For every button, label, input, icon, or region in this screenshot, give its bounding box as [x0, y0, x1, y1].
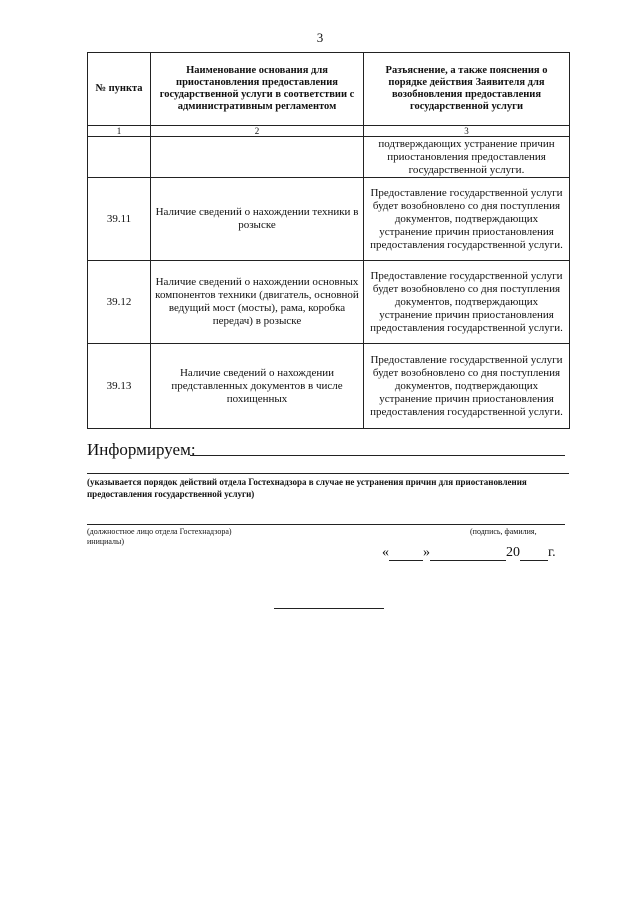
header-explanation: Разъяснение, а также пояснения о порядке действия Заявителя для возобновления предоставления государственной услуги: [364, 53, 570, 126]
date-year-suffix: г.: [548, 545, 556, 560]
table-row: [88, 178, 570, 261]
row-reason: [151, 137, 364, 178]
end-separator-line: [274, 608, 384, 609]
inform-field-line-2[interactable]: [87, 473, 569, 474]
row-reason: Наличие сведений о нахождении основных компонентов техники (двигатель, основной ведущий мост (мосты), рама, коробка передач) в розыске: [151, 261, 364, 344]
inform-label: Информируем:: [87, 440, 196, 459]
date-field: [382, 545, 572, 561]
date-open-quote: «: [382, 545, 389, 560]
signature-caption-initials: инициалы): [87, 537, 125, 546]
table-row: [88, 344, 570, 429]
table-row: [88, 261, 570, 344]
date-day-blank[interactable]: [389, 560, 423, 561]
page-number: 3: [316, 30, 324, 45]
row-number: 39.12: [88, 261, 151, 344]
column-number: 3: [364, 126, 570, 137]
signature-line[interactable]: [87, 524, 565, 525]
row-reason: Наличие сведений о нахождении представленных документов в числе похищенных: [151, 344, 364, 429]
column-number: 1: [88, 126, 151, 137]
row-number: [88, 137, 151, 178]
date-close-quote: »: [423, 545, 430, 560]
row-explanation: подтверждающих устранение причин приостановления предоставления государственной услуги.: [364, 137, 570, 178]
date-year-blank[interactable]: [520, 560, 548, 561]
date-year-prefix: 20: [506, 545, 520, 560]
row-number: 39.11: [88, 178, 151, 261]
header-reason: Наименование основания для приостановления предоставления государственной услуги в соответствии с административным регламентом: [151, 53, 364, 126]
row-explanation: Предоставление государственной услуги будет возобновлено со дня поступления документов, подтверждающих устранение причин приостановления предоставления государственной услуги.: [364, 178, 570, 261]
header-item-number: № пункта: [88, 53, 151, 126]
date-month-blank[interactable]: [430, 560, 506, 561]
inform-field-line[interactable]: [190, 455, 565, 456]
inform-note: (указывается порядок действий отдела Гостехнадзора в случае не устранения причин для приостановления предоставления государственной услуги): [87, 477, 527, 499]
row-explanation: Предоставление государственной услуги будет возобновлено со дня поступления документов, подтверждающих устранение причин приостановления предоставления государственной услуги.: [364, 261, 570, 344]
signature-right-caption: (подпись, фамилия,: [470, 527, 537, 536]
row-number: 39.13: [88, 344, 151, 429]
column-numbers-row: [88, 126, 570, 137]
row-reason: Наличие сведений о нахождении техники в розыске: [151, 178, 364, 261]
table-row: [88, 137, 570, 178]
column-number: 2: [151, 126, 364, 137]
table-header-row: [88, 53, 570, 126]
signature-caption-official: (должностное лицо отдела Гостехнадзора): [87, 527, 232, 536]
row-explanation: Предоставление государственной услуги будет возобновлено со дня поступления документов, подтверждающих устранение причин приостановления предоставления государственной услуги.: [364, 344, 570, 429]
suspension-table: [87, 52, 570, 429]
signature-left-caption: [87, 527, 337, 547]
